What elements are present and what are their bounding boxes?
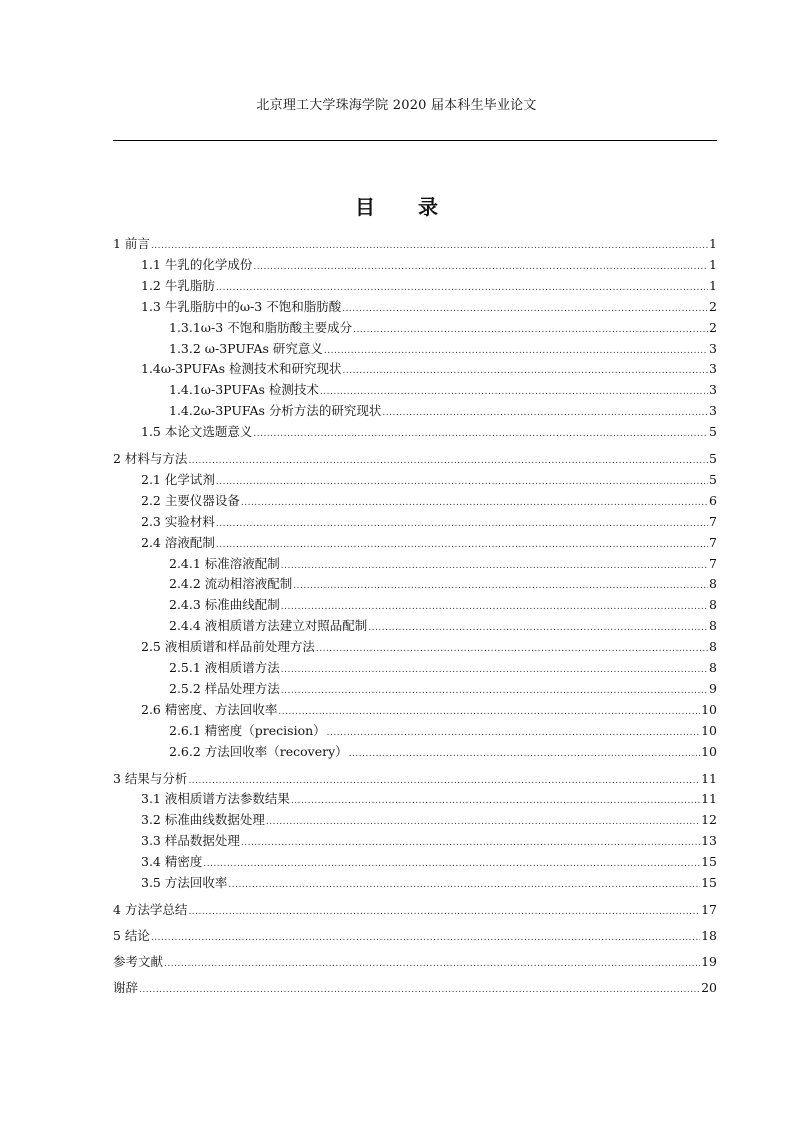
toc-leader-dots [151,925,700,949]
toc-entry[interactable] [113,400,717,421]
toc-entry-page: 5 [709,451,717,466]
toc-entry-page: 10 [701,722,717,738]
toc-entry-label: 2.4.3 标准曲线配制 [169,597,280,613]
toc-entry[interactable] [113,379,717,400]
toc-entry[interactable] [113,448,717,469]
toc-entry-label: 1.3 牛乳脂肪中的ω-3 不饱和脂肪酸 [141,298,342,314]
toc-entry-label: 2.4 溶液配制 [141,534,215,550]
toc-entry[interactable] [113,511,717,532]
toc-entry-label: 2 材料与方法 [113,451,188,466]
toc-entry[interactable] [113,899,717,920]
toc-entry-page: 12 [701,812,717,828]
toc-entry-page: 11 [701,791,717,807]
running-header: 北京理工大学珠海学院 2020 届本科生毕业论文 [256,98,537,113]
toc-entry[interactable] [113,788,717,809]
toc-leader-dots [253,421,708,445]
toc-entry-label: 谢辞 [113,979,139,995]
toc-entry-label: 1.4.2ω-3PUFAs 分析方法的研究现状 [169,403,382,419]
toc-entry-label: 1.4.1ω-3PUFAs 检测技术 [169,382,319,398]
toc-entry-page: 1 [709,256,717,272]
toc-entry[interactable] [113,490,717,511]
toc-entry-label: 2.4.2 流动相溶液配制 [169,576,293,592]
toc-entry-page: 1 [709,277,717,293]
toc-entry-label: 2.6 精密度、方法回收率 [141,701,278,717]
toc-entry-label: 2.6.1 精密度（precision） [169,722,326,738]
toc-entry[interactable] [113,594,717,615]
toc-entry[interactable] [113,925,717,946]
toc-leader-dots [188,899,700,923]
toc-entry-label: 2.4.1 标准溶液配制 [169,555,280,571]
toc-entry-page: 18 [701,927,717,943]
toc-entry-label: 2.4.4 液相质谱方法建立对照品配制 [169,618,368,634]
toc-entry-page: 3 [709,382,717,398]
toc-entry[interactable] [113,851,717,872]
toc-entry[interactable] [113,615,717,636]
toc-entry-page: 7 [709,513,717,529]
toc-entry-page: 3 [709,361,717,377]
toc-entry-label: 2.2 主要仪器设备 [141,492,240,508]
toc-entry-page: 1 [709,236,717,251]
toc-entry[interactable] [113,573,717,594]
toc-entry-label: 3.4 精密度 [141,854,203,870]
toc-entry-page: 15 [701,854,717,870]
toc-entry-label: 4 方法学总结 [113,901,188,917]
toc-entry[interactable] [113,809,717,830]
toc-entry[interactable] [113,275,717,296]
toc-leader-dots [349,741,700,765]
toc-entry[interactable] [113,296,717,317]
toc-entry[interactable] [113,699,717,720]
toc-entry[interactable] [113,657,717,678]
toc-entry-label: 参考文献 [113,953,164,969]
toc-entry-page: 7 [709,555,717,571]
toc-entry[interactable] [113,421,717,442]
toc-entry-label: 1.3.1ω-3 不饱和脂肪酸主要成分 [169,319,353,335]
toc-entry[interactable] [113,830,717,851]
toc-entry-page: 3 [709,340,717,356]
toc-entry-label: 1.2 牛乳脂肪 [141,277,215,293]
toc-entry[interactable] [113,951,717,972]
toc-entry[interactable] [113,678,717,699]
toc-entry-page: 2 [709,298,717,314]
toc-entry-page: 20 [701,979,717,995]
toc-entry-label: 2.1 化学试剂 [141,471,215,487]
toc-entry[interactable] [113,254,717,275]
toc-entry-label: 2.5.1 液相质谱方法 [169,660,280,675]
toc-entry-page: 8 [709,576,717,592]
toc-entry-label: 3.1 液相质谱方法参数结果 [141,791,290,807]
toc-leader-dots [139,977,700,1001]
toc-entry-page: 5 [709,424,717,440]
toc-leader-dots [228,872,700,896]
toc-entry[interactable] [113,469,717,490]
toc-entry-page: 15 [701,875,717,890]
toc-entry-page: 7 [709,534,717,550]
toc-entry-label: 1 前言 [113,236,150,251]
toc-entry-label: 3.3 样品数据处理 [141,833,240,849]
toc-entry[interactable] [113,553,717,574]
toc-entry-page: 10 [701,743,717,759]
toc-entry-page: 6 [709,492,717,508]
toc-entry[interactable] [113,532,717,553]
toc-entry[interactable] [113,720,717,741]
toc-entry-page: 19 [701,953,717,969]
toc-entry-label: 2.5 液相质谱和样品前处理方法 [141,639,315,655]
toc-entry-page: 5 [709,471,717,487]
toc-entry-label: 1.4ω-3PUFAs 检测技术和研究现状 [141,361,342,377]
toc-entry[interactable] [113,768,717,789]
toc-entry[interactable] [113,233,717,254]
page-title: 目 录 [355,195,456,219]
toc-entry-page: 17 [701,901,717,917]
toc-entry-page: 2 [709,319,717,335]
toc-entry[interactable] [113,358,717,379]
toc-entry-page: 8 [709,597,717,613]
toc-entry-label: 2.5.2 样品处理方法 [169,680,280,696]
toc-entry-page: 9 [709,680,717,696]
toc-entry[interactable] [113,317,717,338]
toc-entry[interactable] [113,741,717,762]
toc-entry-page: 8 [709,660,717,675]
toc-entry-page: 8 [709,618,717,634]
toc-entry-page: 3 [709,403,717,419]
toc-entry-page: 11 [701,770,717,786]
toc-entry-page: 8 [709,639,717,655]
toc-leader-dots [164,951,700,975]
toc-entry-label: 2.3 实验材料 [141,513,215,529]
toc-entry-label: 1.3.2 ω-3PUFAs 研究意义 [169,340,323,356]
toc-entry[interactable] [113,872,717,893]
toc-entry-label: 1.1 牛乳的化学成份 [141,256,253,272]
toc-entry-page: 13 [701,833,717,849]
toc-entry-label: 1.5 本论文选题意义 [141,424,253,440]
toc-entry-label: 5 结论 [113,927,150,943]
toc-entry-label: 3 结果与分析 [113,770,188,786]
toc-entry[interactable] [113,636,717,657]
toc-entry-page: 10 [701,701,717,717]
toc-entry-label: 3.2 标准曲线数据处理 [141,812,265,828]
toc-entry[interactable] [113,977,717,998]
header-rule [113,140,717,141]
toc-entry-label: 3.5 方法回收率 [141,875,228,890]
toc-entry-label: 2.6.2 方法回收率（recovery） [169,743,348,759]
toc-entry[interactable] [113,338,717,359]
